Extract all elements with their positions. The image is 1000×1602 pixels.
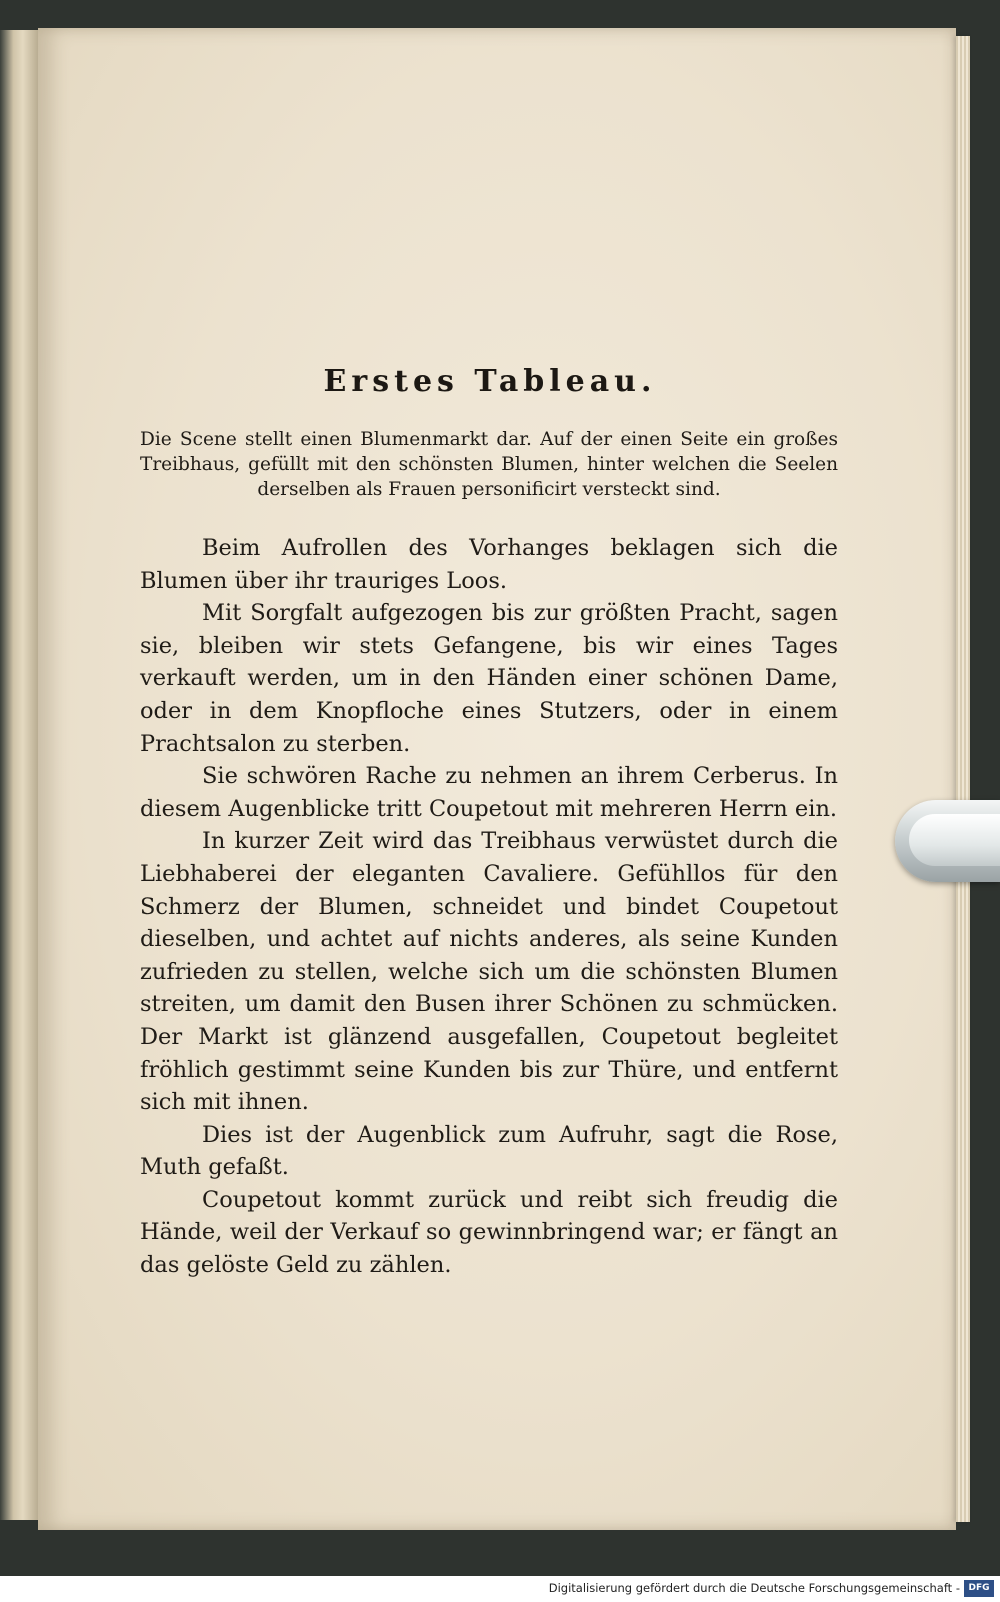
paragraph: Coupetout kommt zurück und reibt sich freudig die Hände, weil der Verkauf so gewinnbringend war; er fängt an das gelöste Geld zu zählen. <box>140 1186 838 1279</box>
paragraph: Mit Sorgfalt aufgezogen bis zur größten Pracht, sagen sie, bleiben wir stets Gefangene, bis wir eines Tages verkauft werden, um in den Händen einer schönen Dame, oder in dem Knopfloche eines Stutzers, oder in einem Prachtsalon zu sterben. <box>140 600 838 757</box>
bleed-through-text <box>140 150 840 252</box>
page-clip <box>895 800 1000 882</box>
tableau-heading: Erstes Tableau. <box>323 364 657 399</box>
funding-credit: Digitalisierung gefördert durch die Deutsche Forschungsgemeinschaft - <box>548 1581 960 1595</box>
scene-description: Die Scene stellt einen Blumenmarkt dar. Auf der einen Seite ein großes Treibhaus, gefüllt mit den schönsten Blumen, hinter welchen die Seelen derselben als Frauen personificirt versteckt sind. <box>140 429 838 500</box>
dfg-logo: DFG <box>964 1580 994 1597</box>
paragraph: In kurzer Zeit wird das Treibhaus verwüstet durch die Liebhaberei der eleganten Cavaliere. Gefühllos für den Schmerz der Blumen, schneidet und bindet Coupetout dieselben, und achtet auf nichts anderes, als seine Kunden zufrieden zu stellen, welche sich um die schönsten Blumen streiten, um damit den Busen ihrer Schönen zu schmücken. Der Markt ist glänzend ausgefallen, Coupetout begleitet fröhlich gestimmt seine Kunden bis zur Thüre, und entfernt sich mit ihnen. <box>140 828 838 1116</box>
paragraph: Beim Aufrollen des Vorhanges beklagen sich die Blumen über ihr trauriges Loos. <box>140 535 838 594</box>
page-stack-edge <box>956 36 970 1522</box>
paragraph: Sie schwören Rache zu nehmen an ihrem Cerberus. In diesem Augenblicke tritt Coupetout mit mehreren Herrn ein. <box>140 763 838 822</box>
footer-bar <box>0 1576 1000 1602</box>
paragraph: Dies ist der Augenblick zum Aufruhr, sagt die Rose, Muth gefaßt. <box>140 1121 838 1181</box>
book-spine-edge <box>0 30 38 1520</box>
body-text <box>140 532 838 1282</box>
